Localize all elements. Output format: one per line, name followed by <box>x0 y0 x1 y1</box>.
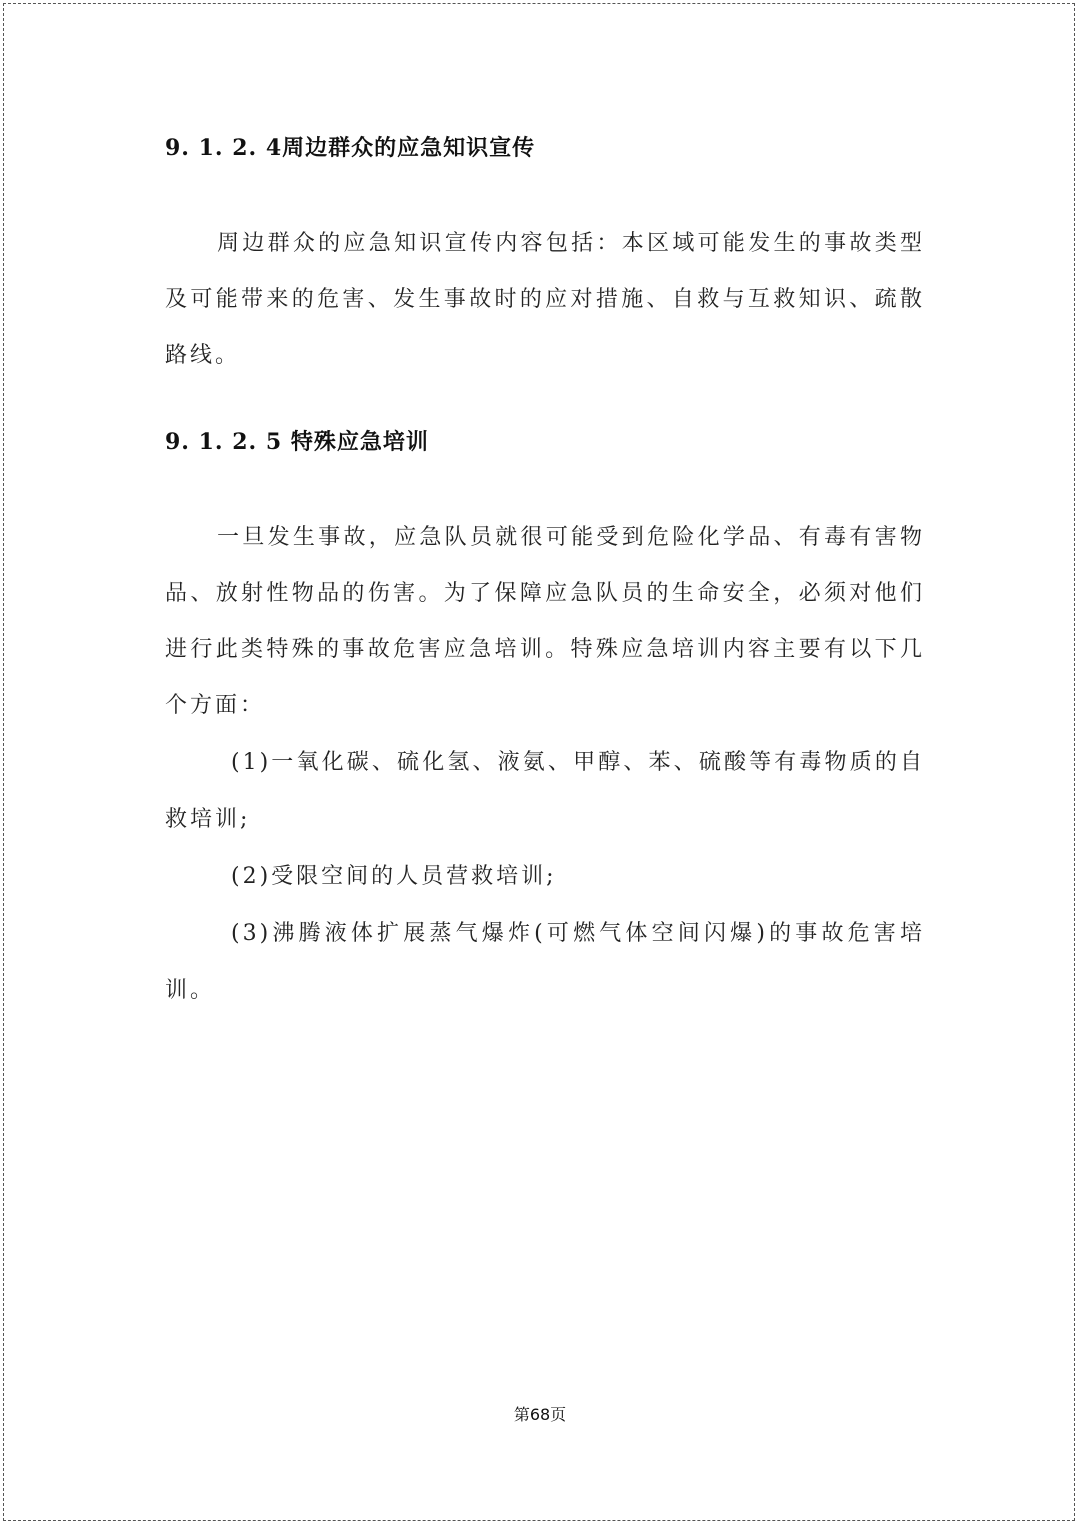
list-item-1: (1)一氧化碳、硫化氢、液氨、甲醇、苯、硫酸等有毒物质的自救培训; <box>165 750 925 832</box>
section-heading-9-1-2-5: 9. 1. 2. 5 特殊应急培训 <box>165 429 429 455</box>
page-number: 第68页 <box>513 1405 567 1424</box>
section-paragraph-special-training: 一旦发生事故，应急队员就很可能受到危险化学品、有毒有害物品、放射性物品的伤害。为了保障应急队员的生命安全，必须对他们进行此类特殊的事故危害应急培训。特殊应急培训内容主要有以下几个方面： <box>165 525 925 718</box>
list-item-2: (2)受限空间的人员营救培训; <box>231 864 557 889</box>
section-paragraph-public-awareness: 周边群众的应急知识宣传内容包括：本区域可能发生的事故类型及可能带来的危害、发生事故时的应对措施、自救与互救知识、疏散路线。 <box>165 231 925 368</box>
section-heading-9-1-2-4: 9. 1. 2. 4周边群众的应急知识宣传 <box>165 135 536 161</box>
list-item-3: (3)沸腾液体扩展蒸气爆炸(可燃气体空间闪爆)的事故危害培训。 <box>165 921 925 1003</box>
document-body <box>165 128 925 1019</box>
